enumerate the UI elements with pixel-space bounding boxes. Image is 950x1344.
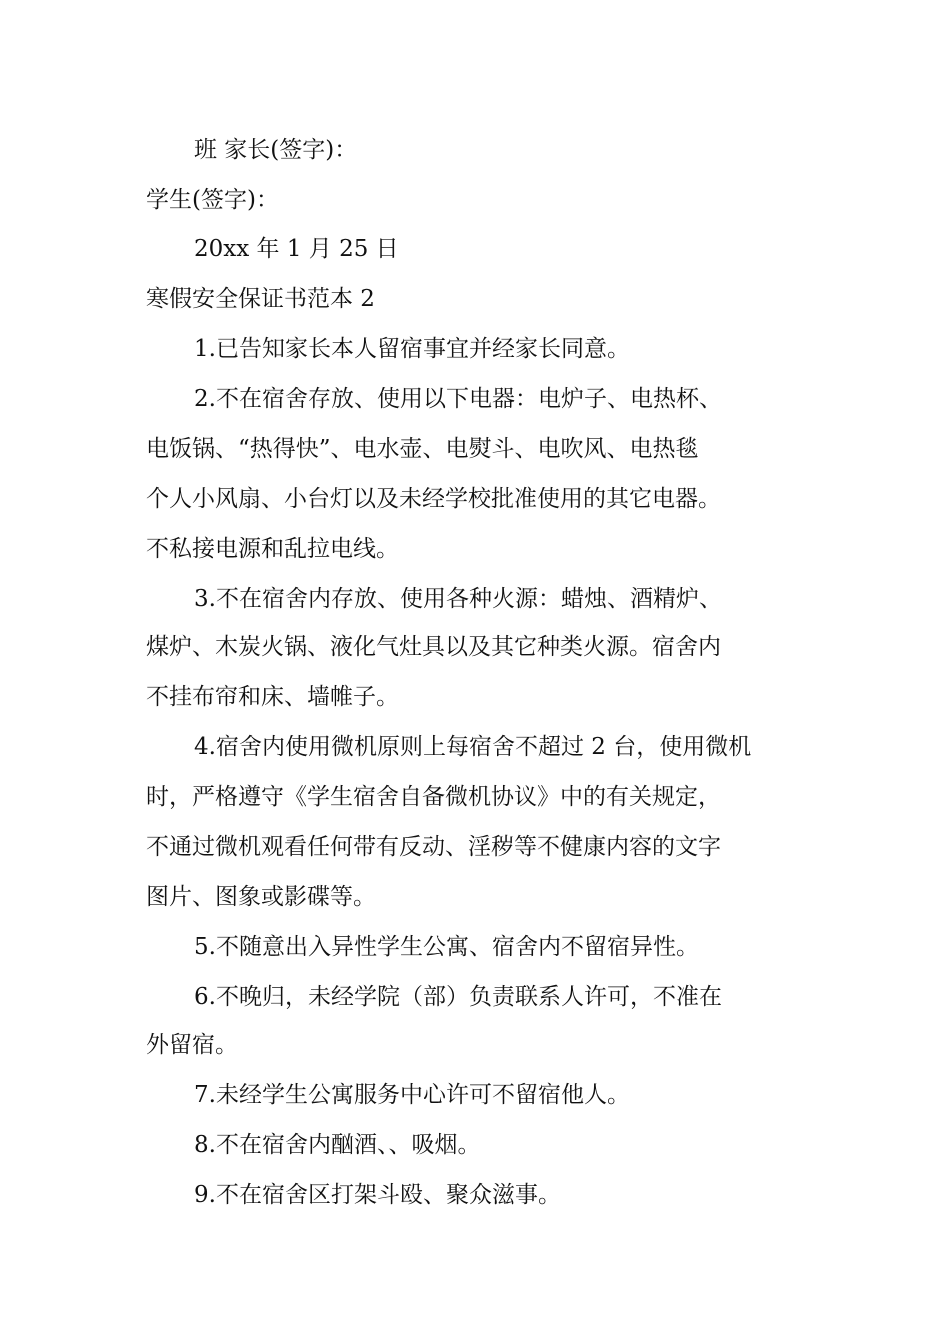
date-line: 20xx 年 1 月 25 日 bbox=[194, 236, 399, 262]
item-2-line: 不私接电源和乱拉电线。 bbox=[146, 536, 399, 562]
item-9-line: 9.不在宿舍区打架斗殴、聚众滋事。 bbox=[194, 1182, 561, 1208]
item-5-line: 5.不随意出入异性学生公寓、宿舍内不留宿异性。 bbox=[194, 934, 699, 960]
item-4-line: 时，严格遵守《学生宿舍自备微机协议》中的有关规定， bbox=[146, 784, 721, 810]
item-1-line: 1.已告知家长本人留宿事宜并经家长同意。 bbox=[194, 336, 630, 362]
item-2-line: 个人小风扇、小台灯以及未经学校批准使用的其它电器。 bbox=[146, 486, 721, 512]
item-3-line: 煤炉、木炭火锅、液化气灶具以及其它种类火源。宿舍内 bbox=[146, 634, 721, 660]
item-7-line: 7.未经学生公寓服务中心许可不留宿他人。 bbox=[194, 1082, 630, 1108]
section-title: 寒假安全保证书范本 2 bbox=[146, 286, 375, 312]
item-2-line: 2.不在宿舍存放、使用以下电器：电炉子、电热杯、 bbox=[194, 386, 722, 412]
item-4-line: 不通过微机观看任何带有反动、淫秽等不健康内容的文字 bbox=[146, 834, 721, 860]
item-4-line: 4.宿舍内使用微机原则上每宿舍不超过 2 台，使用微机 bbox=[194, 734, 752, 760]
item-6-line: 6.不晚归，未经学院（部）负责联系人许可，不准在 bbox=[194, 984, 722, 1010]
student-signature-line: 学生(签字)： bbox=[146, 187, 279, 213]
class-parent-signature-line: 班 家长(签字)： bbox=[194, 137, 358, 163]
item-3-line: 3.不在宿舍内存放、使用各种火源：蜡烛、酒精炉、 bbox=[194, 586, 722, 612]
item-2-line: 电饭锅、“热得快”、电水壶、电熨斗、电吹风、电热毯 bbox=[146, 436, 699, 462]
item-8-line: 8.不在宿舍内酗酒、、吸烟。 bbox=[194, 1132, 481, 1158]
item-3-line: 不挂布帘和床、墙帷子。 bbox=[146, 684, 399, 710]
item-4-line: 图片、图象或影碟等。 bbox=[146, 884, 376, 910]
item-6-line: 外留宿。 bbox=[146, 1032, 238, 1058]
